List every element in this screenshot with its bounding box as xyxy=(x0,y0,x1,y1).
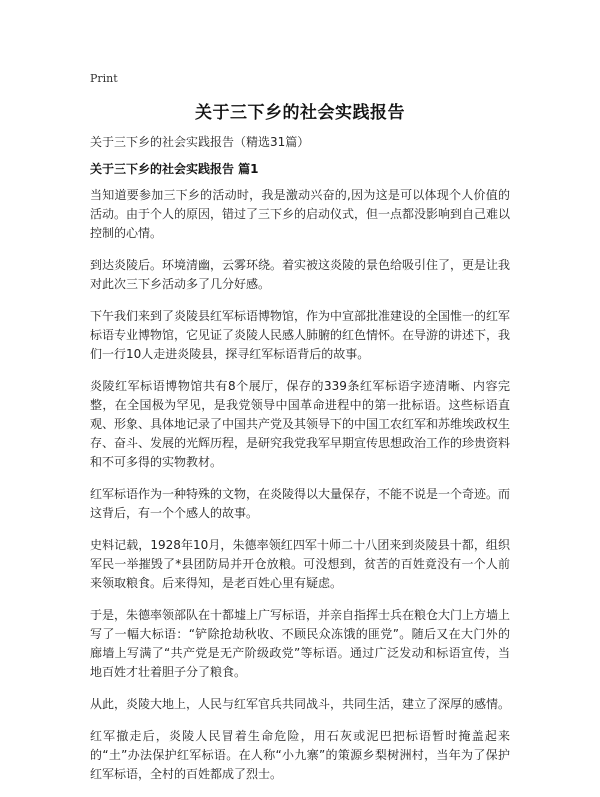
section-heading: 关于三下乡的社会实践报告 篇1 xyxy=(90,162,259,176)
document-body xyxy=(90,186,510,797)
document-subtitle: 关于三下乡的社会实践报告（精选31篇） xyxy=(90,135,310,149)
paragraph: 红军标语作为一种特殊的文物，在炎陵得以大量保存，不能不说是一个奇迹。而这背后，有一个个感人的故事。 xyxy=(90,487,511,520)
paragraph: 红军撤走后，炎陵人民冒着生命危险，用石灰或泥巴把标语暂时掩盖起来的“土”办法保护红军标语。在人称“小九寨”的策源乡梨树洲村，当年为了保护红军标语，全村的百姓都成了烈士。 xyxy=(90,729,510,781)
document-title: 关于三下乡的社会实践报告 xyxy=(195,103,405,123)
paragraph: 从此，炎陵大地上，人民与红军官兵共同战斗，共同生活，建立了深厚的感情。 xyxy=(90,697,511,711)
print-label: Print xyxy=(90,72,118,85)
paragraph: 下午我们来到了炎陵县红军标语博物馆，作为中宣部批准建设的全国惟一的红军标语专业博物馆，它见证了炎陵人民感人肺腑的红色情怀。在导游的讲述下，我们一行10人走进炎陵县，探寻红军标语背后的故事。 xyxy=(90,309,511,361)
paragraph: 当知道要参加三下乡的活动时，我是激动兴奋的,因为这是可以体现个人价值的活动。由于个人的原因，错过了三下乡的启动仪式，但一点都没影响到自己难以控制的心情。 xyxy=(90,188,511,240)
paragraph: 于是，朱德率领部队在十都墟上广写标语，并亲自指挥士兵在粮仓大门上方墙上写了一幅大标语：“铲除抢劫秋收、不顾民众冻饿的匪党”。随后又在大门外的廊墙上写满了“共产党是无产阶级政党”等标语。通过广泛发动和标语宣传，当地百姓才壮着胆子分了粮食。 xyxy=(90,608,511,679)
paragraph: 史料记载，1928年10月，朱德率领红四军十师二十八团来到炎陵县十都，组织军民一举摧毁了*县团防局并开仓放粮。可没想到，贫苦的百姓竟没有一个人前来领取粮食。后来得知，是老百姓心里有疑虑。 xyxy=(90,538,510,590)
paragraph: 到达炎陵后。环境清幽，云雾环绕。着实被这炎陵的景色给吸引住了，更是让我对此次三下乡活动多了几分好感。 xyxy=(90,258,511,291)
paragraph: 炎陵红军标语博物馆共有8个展厅，保存的339条红军标语字迹清晰、内容完整，在全国极为罕见，是我党领导中国革命进程中的第一批标语。这些标语直观、形象、具体地记录了中国共产党及其领导下的中国工农红军和苏维埃政权生存、奋斗、发展的光辉历程，是研究我党我军早期宣传思想政治工作的珍贵资料和不可多得的实物教材。 xyxy=(90,379,511,469)
